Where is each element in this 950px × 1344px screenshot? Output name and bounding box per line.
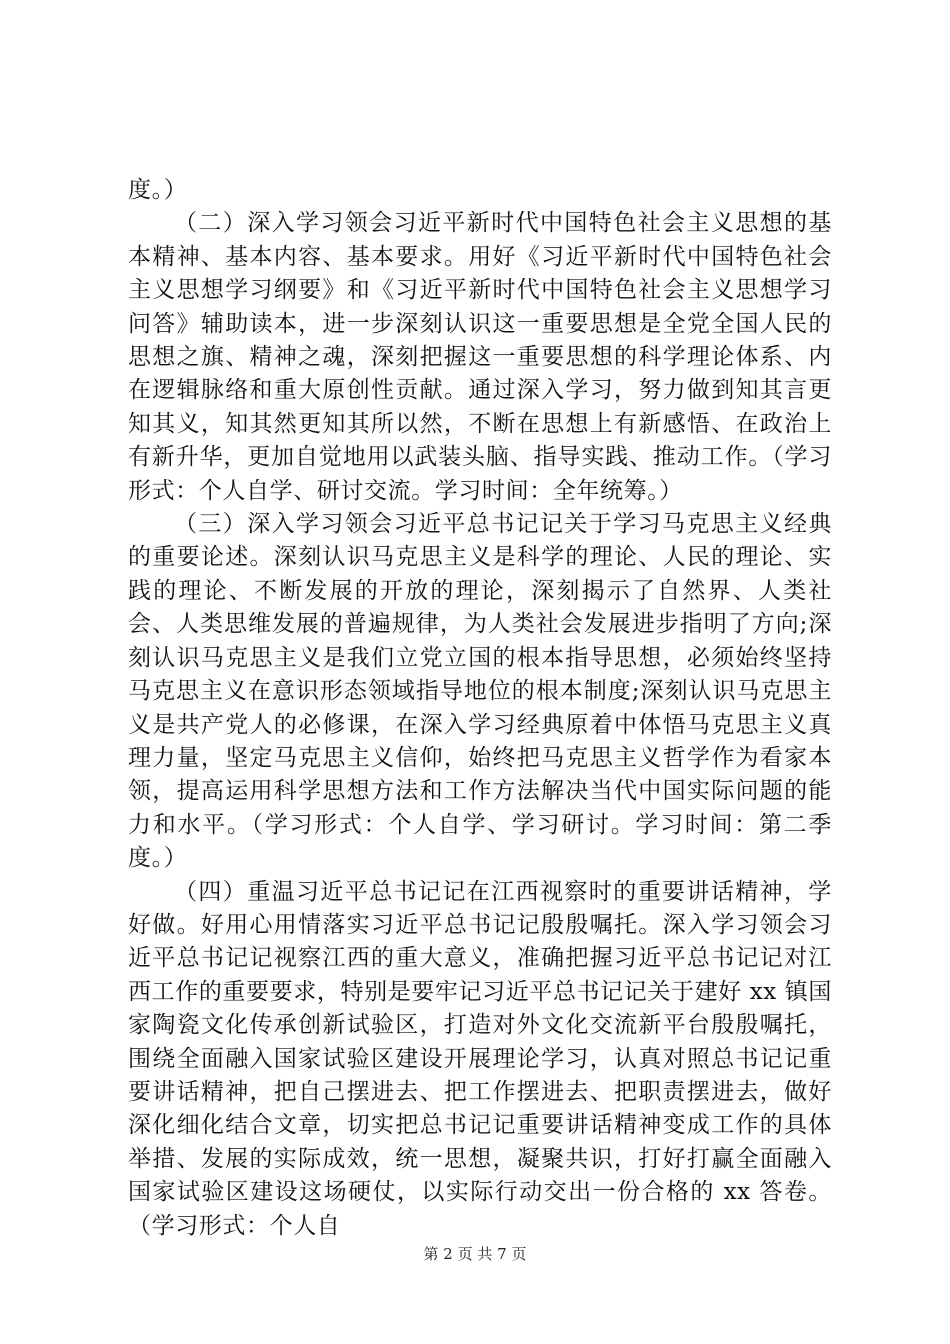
paragraph-section-2: （二）深入学习领会习近平新时代中国特色社会主义思想的基本精神、基本内容、基本要求。用好《习近平新时代中国特色社会主义思想学习纲要》和《习近平新时代中国特色社会主义思想学习问答》辅助读本，进一步深刻认识这一重要思想是全党全国人民的思想之旗、精神之魂，深刻把握这一重要思想的科学理论体系、内在逻辑脉络和重大原创性贡献。通过深入学习，努力做到知其言更知其义，知其然更知其所以然，不断在思想上有新感悟、在政治上有新升华，更加自觉地用以武装头脑、指导实践、推动工作。（学习形式：个人自学、研讨交流。学习时间：全年统筹。）: [128, 210, 832, 504]
paragraph-continuation: 度。）: [128, 177, 188, 203]
paragraph-section-3: （三）深入学习领会习近平总书记记关于学习马克思主义经典的重要论述。深刻认识马克思主义是科学的理论、人民的理论、实践的理论、不断发展的开放的理论，深刻揭示了自然界、人类社会、人类思维发展的普遍规律，为人类社会发展进步指明了方向;深刻认识马克思主义是我们立党立国的根本指导思想，必须始终坚持马克思主义在意识形态领域指导地位的根本制度;深刻认识马克思主义是共产党人的必修课，在深入学习经典原着中体悟马克思主义真理力量，坚定马克思主义信仰，始终把马克思主义哲学作为看家本领，提高运用科学思想方法和工作方法解决当代中国实际问题的能力和水平。（学习形式：个人自学、学习研讨。学习时间：第二季度。）: [128, 511, 832, 872]
paragraph-section-4: （四）重温习近平总书记记在江西视察时的重要讲话精神，学好做。好用心用情落实习近平总书记记殷殷嘱托。深入学习领会习近平总书记记视察江西的重大意义，准确把握习近平总书记记对江西工作的重要要求，特别是要牢记习近平总书记记关于建好 xx 镇国家陶瓷文化传承创新试验区，打造对外文化交流新平台殷殷嘱托，围绕全面融入国家试验区建设开展理论学习，认真对照总书记记重要讲话精神，把自己摆进去、把工作摆进去、把职责摆进去，做好深化细化结合文章，切实把总书记记重要讲话精神变成工作的具体举措、发展的实际成效，统一思想，凝聚共识，打好打赢全面融入国家试验区建设这场硬仗，以实际行动交出一份合格的 xx 答卷。（学习形式：个人自: [128, 878, 832, 1239]
document-body: [128, 174, 832, 1243]
page-footer: 第 2 页 共 7 页: [423, 1245, 527, 1263]
